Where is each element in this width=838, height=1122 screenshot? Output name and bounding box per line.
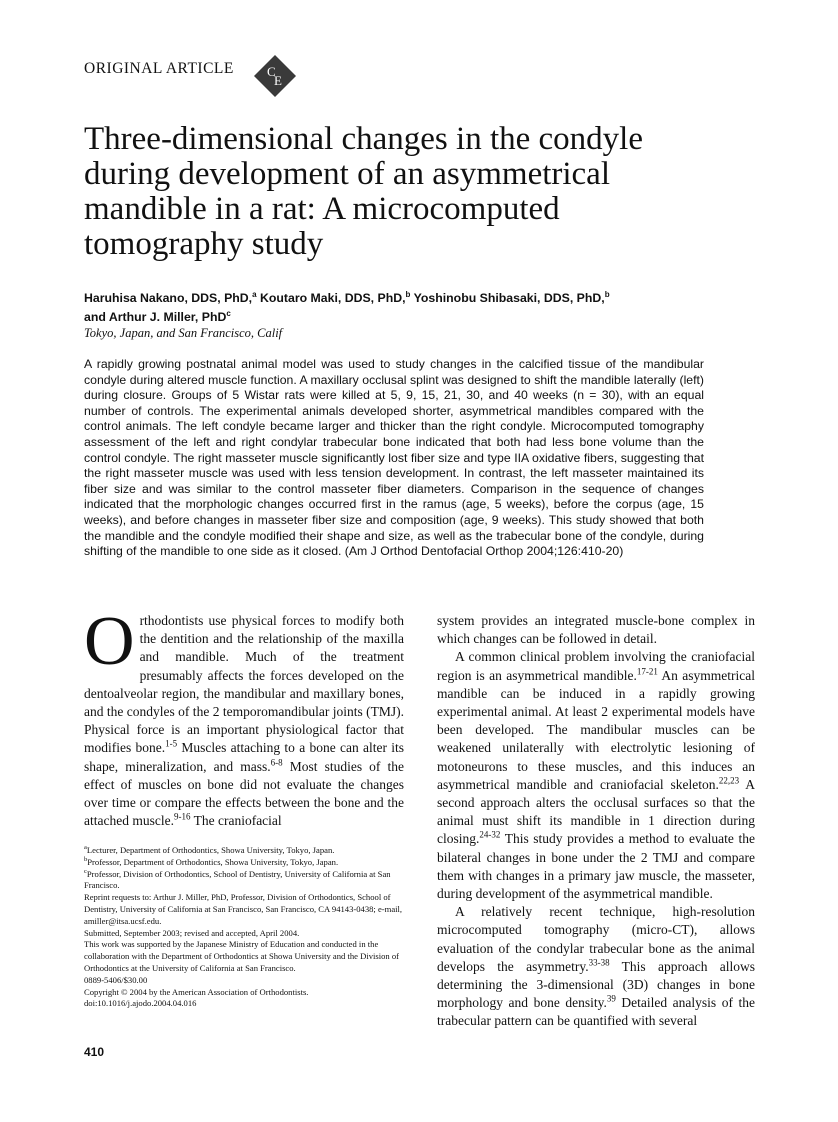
page-number: 410 (84, 1045, 105, 1059)
abstract: A rapidly growing postnatal animal model was used to study changes in the calcified tissue of the mandibular condyle during altered muscle function. A maxillary occlusal splint was designed to shift the mandible laterally (left) during closure. Groups of 5 Wistar rats were killed at 5, 9, 15, 21, 30, and 40 weeks (n = 30), with an equal number of controls. The experimental animals developed shorter, asymmetrical mandibles compared with the control animals. The left condyle became larger and thicker than the right condyle. Microcomputed tomography assessment of the left and right condylar trabecular bone indicated that both had less bone volume than the control condyle. The right masseter muscle significantly lost fiber size and type IIA oxidative fibers, suggesting that the right masseter muscle was used with less tension development. In contrast, the left masseter maintained its fiber size and was similar to the control masseter fiber diameters. Comparison in the sequence of changes indicated that the morphologic changes occurred first in the ramus (age, 5 weeks), before the corpus (age, 15 weeks), and before changes in masseter fiber size and composition (age, 9 weeks). This study showed that both the mandible and the condyle modified their shape and size, as well as the trabecular bone of the condyle, during shifting of the mandible to one side as it closed. (Am J Orthod Dentofacial Orthop 2004;126:410-20) (84, 357, 704, 559)
author-name: Koutaro Maki, DDS, PhD, (256, 291, 406, 305)
author-name: Yoshinobu Shibasaki, DDS, PhD, (410, 291, 605, 305)
citation: 6-8 (270, 757, 283, 768)
author-name: and Arthur J. Miller, PhD (84, 310, 227, 324)
author-list (84, 289, 744, 327)
author-name: Haruhisa Nakano, DDS, PhD, (84, 291, 253, 305)
body-column-right (437, 612, 755, 1031)
footnote-submitted: Submitted, September 2003; revised and accepted, April 2004. (84, 927, 300, 938)
citation: 9-16 (173, 811, 191, 822)
footnotes (84, 845, 404, 1010)
body-paragraph: system provides an integrated muscle-bone complex in which changes can be followed in detail. (437, 613, 755, 647)
article-title: Three-dimensional changes in the condyle during development of an asymmetrical mandible in a rat: A microcomputed tomography study (84, 121, 643, 262)
logo-letter-c: C (267, 64, 276, 79)
footnote-copyright: Copyright © 2004 by the American Association of Orthodontists. (84, 986, 309, 997)
ce-logo-icon (253, 54, 297, 98)
author-affiliation: b (604, 289, 610, 299)
body-paragraph: Orthodontists use physical forces to modify both the dentition and the relationship of the maxilla and mandible. Much of the treatment presumably affects the forces developed on the dentoalveolar region, the mandibular and maxillary bones, and the condyles of the 2 temporomandibular joints (TMJ). Physical force is an important physiological factor that modifies bone.$^{1-5}$ Muscles attaching to a bone can alter its shape, mineralization, and mass.$^{6-8}$ Most studies of the effect of muscles on bone did not evaluate the changes over time or compare the effects between the bone and the attached muscle.$^{9-16}$ The craniofacial (84, 603, 405, 829)
citation: 33-38 (588, 957, 610, 968)
footnote-affiliation-a: $^a$Lecturer, Department of Orthodontics, Showa University, Tokyo, Japan. (84, 844, 335, 855)
author-affiliation: a (252, 289, 257, 299)
citation: 22,23 (718, 775, 740, 786)
footnote-affiliation-b: $^b$Professor, Department of Orthodontics, Showa University, Tokyo, Japan. (84, 855, 339, 867)
footnote-reprint: Reprint requests to: Arthur J. Miller, PhD, Professor, Division of Orthodontics, School of Dentistry, University of California at San Francisco, San Francisco, CA 94143-0438; e-mail, amiller@itsa.ucsf.edu. (84, 892, 403, 926)
author-affiliation: b (405, 289, 411, 299)
footnote-doi: doi:10.1016/j.ajodo.2004.04.016 (84, 998, 197, 1009)
footnote-affiliation-c: $^c$Professor, Division of Orthodontics, School of Dentistry, University of California at San Francisco. (84, 867, 391, 891)
logo-letter-e: E (274, 73, 282, 88)
body-paragraph: A common clinical problem involving the craniofacial region is an asymmetrical mandible.$^{17-21}$ An asymmetrical mandible can be induced in a rapidly growing experimental animal. At least 2 experimental models have been developed. The mandibular muscles can be weakened unilaterally with electrolytic lesioning of motoneurons to these muscles, and this induces an asymmetrical mandible and craniofacial skeleton.$^{22,23}$ A second approach alters the occlusal surfaces so that the animal must shift its mandible in 1 direction during closing.$^{24-32}$ This study provides a method to evaluate the bilateral changes in bone under the 2 TMJ and compare them with changes in a primary jaw muscle, the masseter, during development of the asymmetrical mandible. (437, 649, 755, 902)
citation: 17-21 (636, 666, 658, 677)
citation: 24-32 (479, 829, 501, 840)
section-label: ORIGINAL ARTICLE (84, 60, 234, 77)
citation: 1-5 (165, 738, 178, 749)
footnote-support: This work was supported by the Japanese Ministry of Education and conducted in the collaboration with the Department of Orthodontics at Showa University and the Division of Orthodontics at the University of California at San Francisco. (84, 939, 400, 973)
body-column-left (84, 603, 405, 830)
body-paragraph: A relatively recent technique, high-resolution microcomputed tomography (micro-CT), allows evaluation of the condylar trabecular bone as the animal develops the asymmetry.$^{33-38}$ This approach allows determining the 3-dimensional (3D) changes in bone morphology and bone density.$^{39}$ Detailed analysis of the trabecular pattern can be quantified with several (437, 904, 755, 1029)
footnote-price: 0889-5406/$30.00 (84, 974, 148, 985)
citation: 39 (606, 993, 616, 1004)
author-location: Tokyo, Japan, and San Francisco, Calif (84, 326, 283, 340)
drop-cap: O (84, 603, 135, 680)
author-affiliation: c (226, 308, 231, 318)
